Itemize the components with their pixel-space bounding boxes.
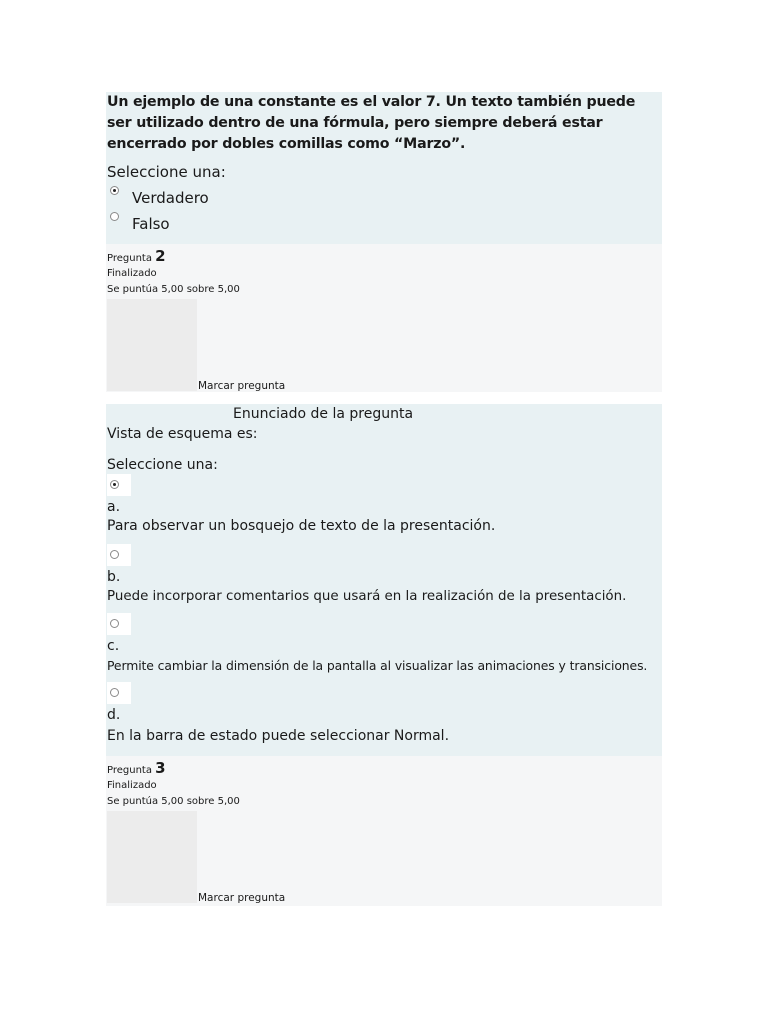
option-a-letter: a. xyxy=(107,499,121,515)
question-statement-heading: Enunciado de la pregunta xyxy=(233,406,414,422)
question-number-value: 3 xyxy=(155,759,166,777)
option-falso-label: Falso xyxy=(132,215,170,233)
radio-verdadero[interactable] xyxy=(110,186,119,195)
option-verdadero-label: Verdadero xyxy=(132,189,209,207)
flag-question-link[interactable]: Marcar pregunta xyxy=(198,892,286,904)
question-score: Se puntúa 5,00 sobre 5,00 xyxy=(107,284,240,295)
radio-falso[interactable] xyxy=(110,212,119,221)
radio-option-c[interactable] xyxy=(110,619,119,628)
question-number xyxy=(107,760,166,779)
select-one-label: Seleccione una: xyxy=(107,163,226,181)
question-score: Se puntúa 5,00 sobre 5,00 xyxy=(107,796,240,807)
option-b-text: Puede incorporar comentarios que usará en la realización de la presentación. xyxy=(107,589,627,604)
flag-area xyxy=(107,299,197,391)
question-2-text: Vista de esquema es: xyxy=(107,426,258,442)
option-d-text: En la barra de estado puede seleccionar Normal. xyxy=(107,728,450,744)
option-c-text: Permite cambiar la dimensión de la pantalla al visualizar las animaciones y transiciones. xyxy=(107,658,648,673)
question-status: Finalizado xyxy=(107,268,157,279)
question-word: Pregunta xyxy=(107,765,152,776)
question-word: Pregunta xyxy=(107,253,152,264)
option-a-text: Para observar un bosquejo de texto de la presentación. xyxy=(107,518,496,534)
question-number-value: 2 xyxy=(155,247,166,265)
option-b-letter: b. xyxy=(107,569,121,585)
question-number xyxy=(107,248,166,267)
option-c-letter: c. xyxy=(107,638,120,654)
radio-option-a[interactable] xyxy=(110,480,119,489)
question-status: Finalizado xyxy=(107,780,157,791)
radio-option-b[interactable] xyxy=(110,550,119,559)
radio-option-d[interactable] xyxy=(110,688,119,697)
question-1-text: Un ejemplo de una constante es el valor 7. Un texto también puede ser utilizado dentro de una fórmula, pero siempre deberá estar encerrado por dobles comillas como “Marzo”. xyxy=(107,94,636,152)
option-d-letter: d. xyxy=(107,707,121,723)
flag-area xyxy=(107,811,197,903)
select-one-label: Seleccione una: xyxy=(107,457,218,473)
flag-question-link[interactable]: Marcar pregunta xyxy=(198,380,286,392)
